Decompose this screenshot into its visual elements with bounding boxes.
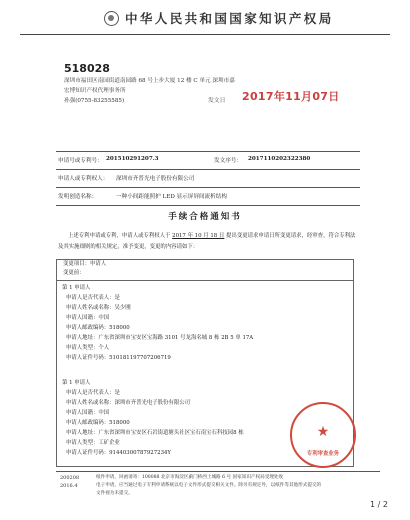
footer-note-line: 纸件申请，回函请寄：100088 北京市海淀区蓟门桥西土城路 6 号 国家知识产权局受理处收 — [96, 475, 284, 480]
applicant-label: 申请人或专利权人： — [58, 176, 109, 182]
official-seal — [290, 402, 356, 468]
after-field: 申请人姓名或名称：深圳市齐普光电子股份有限公司 — [66, 400, 190, 406]
divider — [56, 151, 360, 152]
notice-body — [58, 231, 358, 252]
divider — [56, 187, 360, 188]
application-number-label: 申请号或专利号： — [58, 158, 103, 164]
invention-title-label: 发明创造名称： — [58, 194, 98, 200]
dispatch-date-label: 发文日 — [208, 98, 226, 104]
office-header — [104, 7, 334, 29]
after-field: 申请人类型：工矿企业 — [66, 440, 120, 446]
address-line: 孙强(0755-83255585) — [64, 98, 125, 104]
form-code-line: 200208 — [60, 475, 80, 481]
footer-note-line: 电子申请，应当通过电子专利申请系统以电子文件形式提交相关文件。除另有规定外，以纸件等其他形式提交的 — [96, 483, 322, 488]
before-field: 申请人地址：广东省深圳市宝安区宝海路 3101 号龙海名城 8 栋 2B 5 单 17A — [66, 335, 254, 341]
serial-number-label: 发文序号： — [214, 158, 242, 164]
dispatch-date-stamp: 2017年11月07日 — [242, 90, 340, 103]
footer-note-line: 文件视为未提交。 — [96, 491, 133, 496]
form-code-line: 2016.4 — [60, 483, 78, 489]
before-applicant-heading: 第 1 申请人 — [62, 285, 91, 291]
before-field: 申请人邮政编码：518000 — [66, 325, 130, 331]
after-field: 申请人是否代表人：是 — [66, 390, 120, 396]
divider — [56, 169, 360, 170]
before-field: 申请人证件号码：510181197707206719 — [66, 355, 171, 361]
office-name: 中华人民共和国国家知识产权局 — [125, 11, 334, 26]
notice-text: 利法及其实施细则的相关规定，准予变更，变更的内容请如下： — [58, 233, 356, 250]
seal-text: 专利审查业务 — [306, 451, 340, 457]
footer-note — [96, 474, 346, 498]
applicant-name: 深圳市齐普光电子股份有限公司 — [116, 176, 195, 182]
star-icon: ★ — [316, 424, 330, 440]
postcode: 518028 — [64, 62, 110, 75]
notice-text: 上述专利申请或专利，申请人或专利权人于 — [68, 233, 173, 239]
invention-title: 一种小间距能照护 LED 显示屏屏间流析结构 — [116, 194, 227, 200]
application-number: 201510291207.3 — [106, 156, 159, 162]
footer-divider — [56, 471, 380, 472]
change-item-value: 申请人 — [89, 261, 107, 267]
header-divider — [20, 34, 390, 35]
change-item-label: 变更项目： — [63, 261, 90, 267]
address-line: 宏博知识产权代理事务所 — [64, 88, 126, 94]
before-field: 申请人类型：个人 — [66, 345, 110, 351]
divider — [56, 205, 360, 206]
form-code — [60, 474, 79, 490]
after-applicant-heading: 第 1 申请人 — [62, 380, 91, 386]
before-field: 申请人是否代表人：是 — [66, 295, 120, 301]
before-field: 申请人国籍：中国 — [66, 315, 110, 321]
notice-text: 提出变更请求申请日所变更请求，经审查，符合专 — [224, 233, 345, 239]
notice-title: 手续合格通知书 — [168, 212, 242, 222]
request-date: 2017 年 10 月 18 日 — [172, 233, 225, 239]
before-field: 申请人姓名或名称：吴少刚 — [66, 305, 131, 311]
change-item-header — [57, 260, 353, 281]
after-field: 申请人地址：广东省深圳市宝安区石岩街道塘头社区宝石南宝石科技园8 栋 — [66, 430, 244, 436]
address-line: 深圳市福田区南园街道南园路 68 号上步大厦 12 楼 C 单元 深圳市嘉 — [64, 78, 235, 84]
serial-number: 2017110202322380 — [248, 156, 311, 162]
after-field: 申请人邮政编码：518000 — [66, 420, 130, 426]
after-field: 申请人国籍：中国 — [66, 410, 110, 416]
emblem-icon — [104, 11, 119, 26]
after-field: 申请人证件号码：91440300787927234Y — [66, 450, 171, 456]
page-number: 1 / 2 — [370, 500, 388, 509]
before-label: 变更前： — [63, 270, 85, 276]
